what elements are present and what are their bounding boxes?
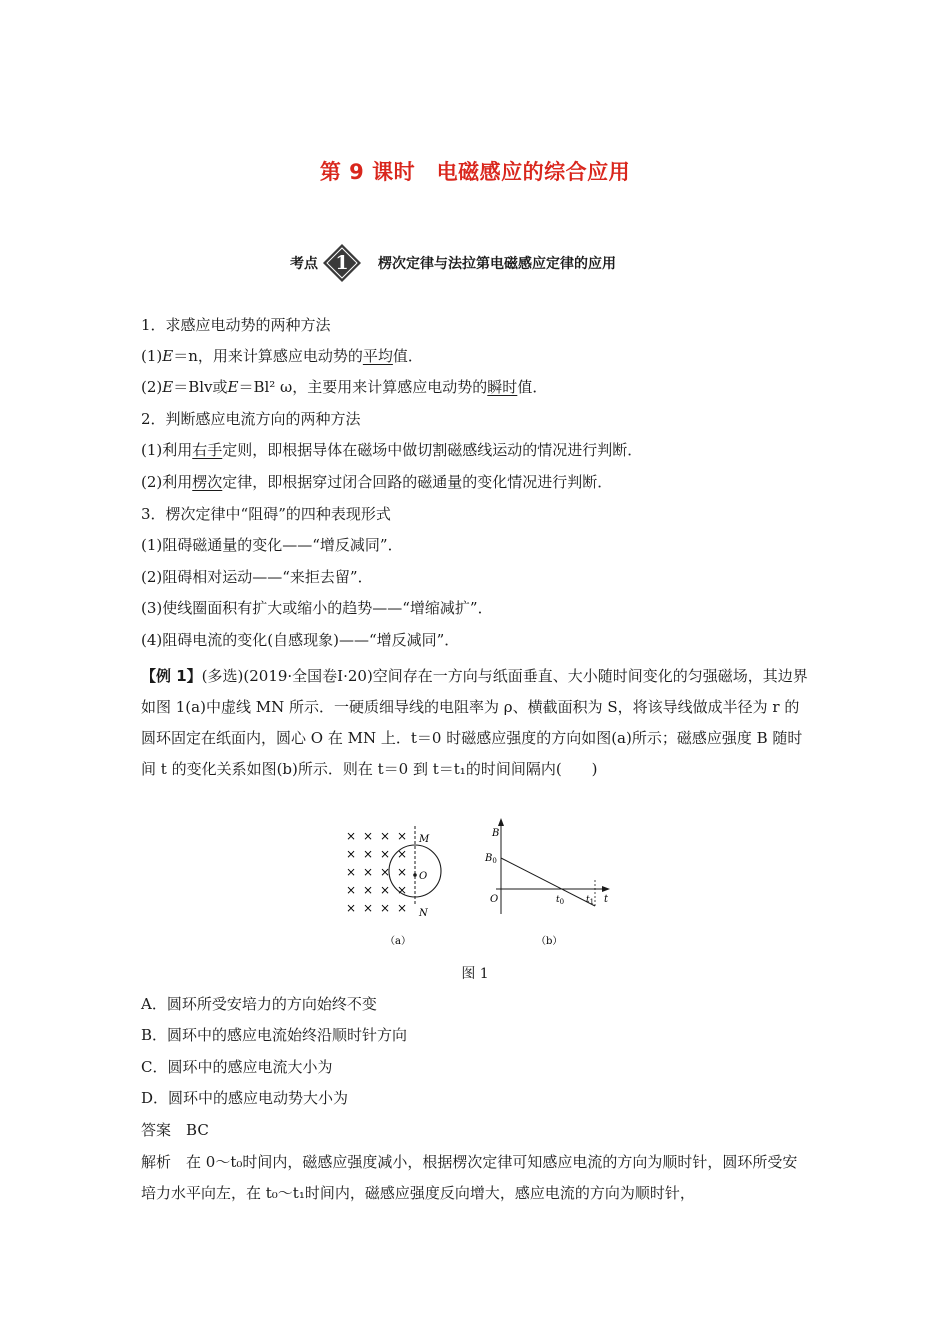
- analysis-label: 解析: [141, 1153, 172, 1171]
- answer-value: BC: [186, 1121, 209, 1139]
- s1-line1: (1)E＝n，用来计算感应电动势的平均值．: [141, 347, 423, 365]
- field-cross: ×: [363, 901, 374, 915]
- label-t1: $t_1$: [586, 895, 595, 906]
- example-tag: 【例 1】: [141, 667, 202, 685]
- field-cross: ×: [397, 901, 408, 915]
- answer-label: 答案: [141, 1121, 172, 1139]
- field-cross: ×: [380, 829, 391, 843]
- kaodian-label: 考点: [290, 256, 318, 272]
- answer-line: [141, 1120, 209, 1140]
- label-origin: O: [490, 894, 499, 905]
- label-t: t: [604, 894, 609, 905]
- label-m: M: [419, 834, 430, 845]
- kaodian-number: 1: [335, 252, 349, 274]
- field-cross: ×: [363, 829, 374, 843]
- field-cross: ×: [346, 847, 357, 861]
- field-cross: ×: [380, 865, 391, 879]
- figure-caption: 图 1: [461, 966, 489, 982]
- s3-item: (2)阻碍相对运动——“来拒去留”．: [141, 568, 373, 586]
- field-cross: ×: [363, 847, 374, 861]
- label-b0: $B_0$: [485, 853, 497, 865]
- center-point: [413, 873, 417, 877]
- example-paragraph: [141, 661, 811, 785]
- field-cross: ×: [346, 829, 357, 843]
- field-cross: ×: [397, 829, 408, 843]
- caption-a: （a）: [385, 936, 411, 947]
- field-cross: ×: [380, 847, 391, 861]
- magnetic-field-crosses: [346, 829, 407, 915]
- option-b: B．圆环中的感应电流始终沿顺时针方向: [141, 1026, 408, 1044]
- s2-heading: 2．判断感应电流方向的两种方法: [141, 410, 361, 428]
- field-cross: ×: [346, 883, 357, 897]
- s2-line1: (1)利用右手定则，即根据导体在磁场中做切割磁感线运动的情况进行判断．: [141, 441, 643, 459]
- field-cross: ×: [397, 865, 408, 879]
- b-axis-arrow: [498, 818, 504, 826]
- option-a: A．圆环所受安培力的方向始终不变: [141, 995, 377, 1013]
- s3-item: (1)阻碍磁通量的变化——“增反减同”．: [141, 536, 403, 554]
- field-cross: ×: [380, 883, 391, 897]
- figure-1: [330, 818, 630, 953]
- field-cross: ×: [397, 847, 408, 861]
- s1-heading: 1．求感应电动势的两种方法: [141, 316, 331, 334]
- s1-line2: (2)E＝Blv或E＝Bl² ω，主要用来计算感应电动势的瞬时值．: [141, 378, 548, 396]
- field-cross: ×: [397, 883, 408, 897]
- analysis-text: 在 0～t₀时间内，磁感应强度减小，根据楞次定律可知感应电流的方向为顺时针，圆环所受安培力水平向左，在 t₀～t₁时间内，磁感应强度反向增大，感应电流的方向为顺时针，: [141, 1153, 798, 1202]
- t-axis-arrow: [602, 886, 610, 892]
- label-t0: $t_0$: [556, 895, 565, 906]
- field-cross: ×: [380, 901, 391, 915]
- option-d: D．圆环中的感应电动势大小为: [141, 1089, 349, 1107]
- b-t-line: [501, 858, 595, 906]
- s3-item: (4)阻碍电流的变化(自感现象)——“增反减同”．: [141, 631, 460, 649]
- s2-line2: (2)利用楞次定律，即根据穿过闭合回路的磁通量的变化情况进行判断．: [141, 473, 613, 491]
- label-o: O: [419, 871, 428, 882]
- kaodian-title: 楞次定律与法拉第电磁感应定律的应用: [378, 256, 616, 272]
- s3-item: (3)使线圈面积有扩大或缩小的趋势——“增缩减扩”．: [141, 599, 493, 617]
- kaodian-header: [290, 240, 616, 286]
- caption-b: （b）: [536, 936, 563, 947]
- field-cross: ×: [363, 883, 374, 897]
- label-n: N: [419, 908, 428, 919]
- field-cross: ×: [346, 901, 357, 915]
- analysis-paragraph: [141, 1147, 811, 1209]
- field-cross: ×: [346, 865, 357, 879]
- option-c: C．圆环中的感应电流大小为: [141, 1058, 333, 1076]
- field-cross: ×: [363, 865, 374, 879]
- example-text: (多选)(2019·全国卷Ⅰ·20)空间存在一方向与纸面垂直、大小随时间变化的匀强磁场，其边界如图 1(a)中虚线 MN 所示．一硬质细导线的电阻率为 ρ、横截面积为 S，将该导线做成半径为 r 的圆环固定在纸面内，圆心 O 在 MN 上．t＝0 时磁感应强度的方向如图(a)所示；磁感应强度 B 随时间 t 的变化关系如图(b)所示．则在 t＝0 到 t＝t₁的时间间隔内( ): [141, 667, 808, 778]
- page-title: 第 9 课时 电磁感应的综合应用: [319, 160, 631, 184]
- label-b: B: [492, 828, 500, 839]
- kaodian-badge: [322, 243, 362, 283]
- s3-heading: 3．楞次定律中“阻碍”的四种表现形式: [141, 505, 391, 523]
